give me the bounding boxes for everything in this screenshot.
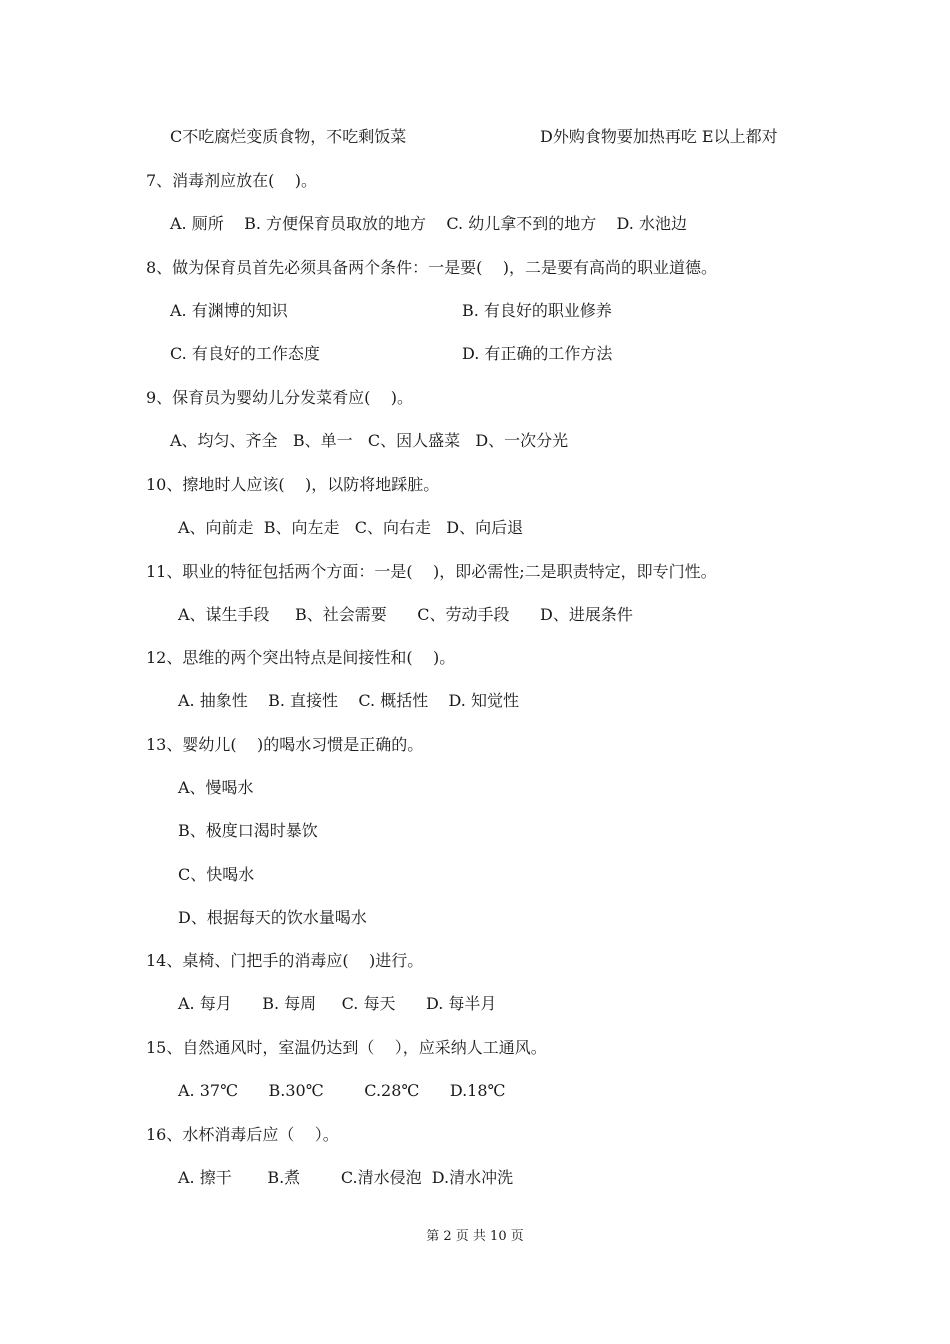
page-footer: 第 2 页 共 10 页	[426, 1229, 524, 1244]
question-10-options: A、向前走 B、向左走 C、向右走 D、向后退	[178, 518, 524, 537]
question-8: 8、做为保育员首先必须具备两个条件：一是要( )，二是要有高尚的职业道德。	[146, 258, 718, 277]
question-11: 11、职业的特征包括两个方面：一是( )，即必需性;二是职责特定，即专门性。	[146, 562, 717, 581]
question-13-option-d: D、根据每天的饮水量喝水	[178, 908, 367, 927]
option-c-line: C不吃腐烂变质食物，不吃剩饭菜	[170, 127, 407, 146]
question-11-options: A、谋生手段 B、社会需要 C、劳动手段 D、进展条件	[178, 605, 633, 624]
question-8-option-d: D. 有正确的工作方法	[462, 344, 613, 363]
question-12-options: A. 抽象性 B. 直接性 C. 概括性 D. 知觉性	[178, 691, 519, 710]
question-8-option-a: A. 有渊博的知识	[170, 301, 288, 320]
question-13-option-b: B、极度口渴时暴饮	[178, 821, 318, 840]
question-16: 16、水杯消毒后应（ ）。	[146, 1125, 339, 1144]
question-13-option-c: C、快喝水	[178, 865, 255, 884]
option-d-e-line: D外购食物要加热再吃 E以上都对	[540, 127, 778, 146]
question-13-option-a: A、慢喝水	[178, 778, 254, 797]
question-9-options: A、均匀、齐全 B、单一 C、因人盛菜 D、一次分光	[170, 431, 569, 450]
question-14: 14、桌椅、门把手的消毒应( )进行。	[146, 951, 424, 970]
question-14-options: A. 每月 B. 每周 C. 每天 D. 每半月	[178, 994, 497, 1013]
question-8-option-b: B. 有良好的职业修养	[462, 301, 612, 320]
question-10: 10、擦地时人应该( )，以防将地踩脏。	[146, 475, 440, 494]
question-7-options: A. 厕所 B. 方便保育员取放的地方 C. 幼儿拿不到的地方 D. 水池边	[170, 214, 687, 233]
question-9: 9、保育员为婴幼儿分发菜肴应( )。	[146, 388, 414, 407]
question-15: 15、自然通风时，室温仍达到（ ），应采纳人工通风。	[146, 1038, 547, 1057]
question-7: 7、消毒剂应放在( )。	[146, 171, 318, 190]
question-16-options: A. 擦干 B.煮 C.清水侵泡 D.清水冲洗	[178, 1168, 514, 1187]
question-15-options: A. 37℃ B.30℃ C.28℃ D.18℃	[178, 1081, 506, 1100]
question-8-option-c: C. 有良好的工作态度	[170, 344, 320, 363]
question-12: 12、思维的两个突出特点是间接性和( )。	[146, 648, 456, 667]
question-13: 13、婴幼儿( )的喝水习惯是正确的。	[146, 735, 424, 754]
